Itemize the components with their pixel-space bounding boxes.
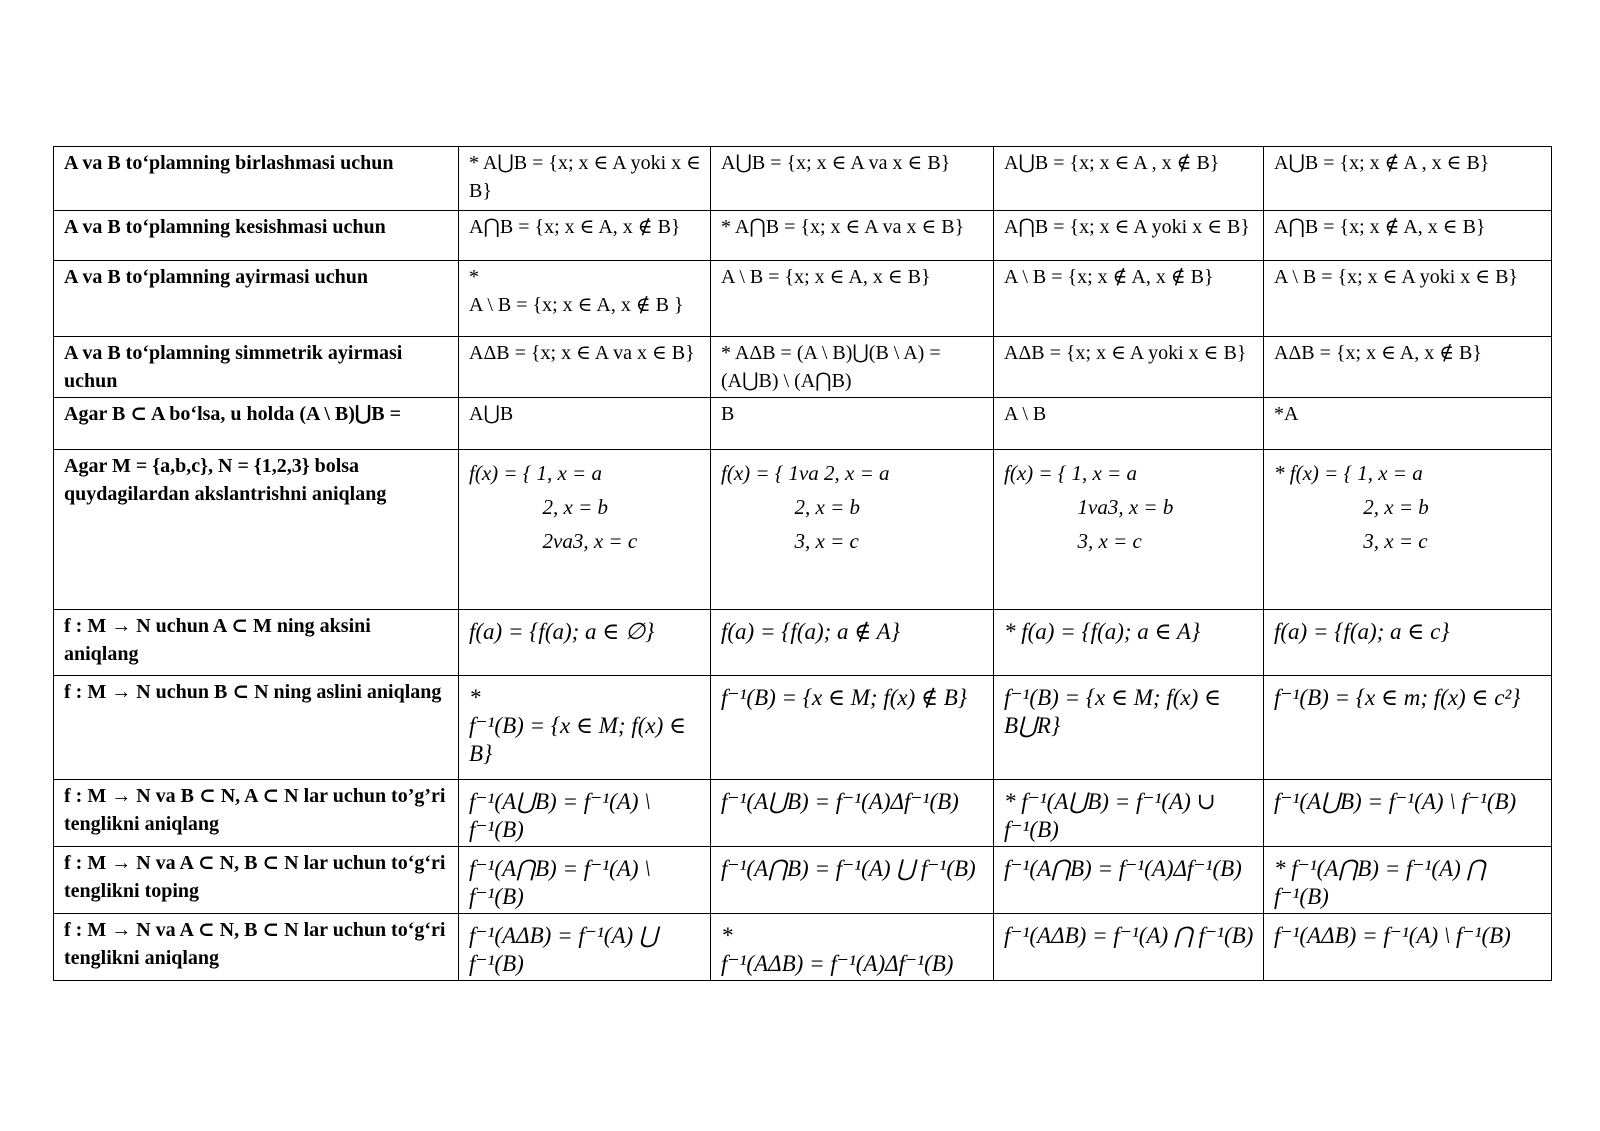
question-text: f : M → N uchun A ⊂ M ning aksini aniqlang [54, 610, 459, 676]
answer-option: A⋃B = {x; x ∈ A va x ∈ B} [711, 147, 994, 211]
answer-option: * f⁻¹(AΔB) = f⁻¹(A)Δf⁻¹(B) [711, 914, 994, 981]
answer-option: f(a) = {f(a); a ∈ c} [1264, 610, 1552, 676]
answer-option: f⁻¹(A⋂B) = f⁻¹(A)Δf⁻¹(B) [994, 847, 1264, 914]
question-text: f : M → N uchun B ⊂ N ning aslini aniqlang [54, 676, 459, 780]
answer-option: A \ B = {x; x ∉ A, x ∉ B} [994, 261, 1264, 337]
quiz-table-body [54, 147, 1552, 981]
answer-option: f(a) = {f(a); a ∈ ∅} [459, 610, 711, 676]
question-row [54, 261, 1552, 337]
answer-option: f⁻¹(A⋃B) = f⁻¹(A) \ f⁻¹(B) [1264, 780, 1552, 847]
answer-option: f⁻¹(AΔB) = f⁻¹(A) ⋃ f⁻¹(B) [459, 914, 711, 981]
answer-option: f⁻¹(A⋃B) = f⁻¹(A)Δf⁻¹(B) [711, 780, 994, 847]
answer-option: f⁻¹(AΔB) = f⁻¹(A) \ f⁻¹(B) [1264, 914, 1552, 981]
question-row [54, 337, 1552, 398]
question-text: A va B to‘plamning ayirmasi uchun [54, 261, 459, 337]
question-row [54, 610, 1552, 676]
answer-option: * f⁻¹(A⋂B) = f⁻¹(A) ⋂ f⁻¹(B) [1264, 847, 1552, 914]
answer-option: f⁻¹(A⋂B) = f⁻¹(A) ⋃ f⁻¹(B) [711, 847, 994, 914]
answer-option: f(x) = { 1va 2, x = a 2, x = b 3, x = c [711, 450, 994, 610]
question-text: Agar B ⊂ A bo‘lsa, u holda (A \ B)⋃B = [54, 398, 459, 450]
answer-option: * AΔB = (A \ B)⋃(B \ A) = (A⋃B) \ (A⋂B) [711, 337, 994, 398]
question-row [54, 450, 1552, 610]
question-row [54, 847, 1552, 914]
answer-option: A⋂B = {x; x ∈ A yoki x ∈ B} [994, 211, 1264, 261]
question-row [54, 914, 1552, 981]
answer-option: * f⁻¹(B) = {x ∈ M; f(x) ∈ B} [459, 676, 711, 780]
answer-option: *A [1264, 398, 1552, 450]
answer-option: A⋃B = {x; x ∈ A , x ∉ B} [994, 147, 1264, 211]
answer-option: A⋂B = {x; x ∈ A, x ∉ B} [459, 211, 711, 261]
quiz-table [53, 146, 1552, 981]
question-text: f : M → N va B ⊂ N, A ⊂ N lar uchun to’g’ri tenglikni aniqlang [54, 780, 459, 847]
answer-option: A⋃B = {x; x ∉ A , x ∈ B} [1264, 147, 1552, 211]
answer-option: f⁻¹(A⋂B) = f⁻¹(A) \ f⁻¹(B) [459, 847, 711, 914]
question-text: f : M → N va A ⊂ N, B ⊂ N lar uchun to‘g‘ri tenglikni aniqlang [54, 914, 459, 981]
answer-option: * A \ B = {x; x ∈ A, x ∉ B } [459, 261, 711, 337]
answer-option: B [711, 398, 994, 450]
answer-option: A⋂B = {x; x ∉ A, x ∈ B} [1264, 211, 1552, 261]
question-text: A va B to‘plamning birlashmasi uchun [54, 147, 459, 211]
answer-option: * f(x) = { 1, x = a 2, x = b 3, x = c [1264, 450, 1552, 610]
answer-option: f(x) = { 1, x = a 2, x = b 2va3, x = c [459, 450, 711, 610]
answer-option: * A⋂B = {x; x ∈ A va x ∈ B} [711, 211, 994, 261]
answer-option: f⁻¹(B) = {x ∈ m; f(x) ∈ c²} [1264, 676, 1552, 780]
question-row [54, 676, 1552, 780]
answer-option: * f⁻¹(A⋃B) = f⁻¹(A) ∪ f⁻¹(B) [994, 780, 1264, 847]
quiz-sheet [53, 146, 1551, 981]
answer-option: A \ B = {x; x ∈ A, x ∈ B} [711, 261, 994, 337]
answer-option: f(a) = {f(a); a ∉ A} [711, 610, 994, 676]
answer-option: AΔB = {x; x ∈ A va x ∈ B} [459, 337, 711, 398]
answer-option: f⁻¹(AΔB) = f⁻¹(A) ⋂ f⁻¹(B) [994, 914, 1264, 981]
answer-option: AΔB = {x; x ∈ A, x ∉ B} [1264, 337, 1552, 398]
answer-option: A⋃B [459, 398, 711, 450]
question-text: A va B to‘plamning kesishmasi uchun [54, 211, 459, 261]
answer-option: f⁻¹(B) = {x ∈ M; f(x) ∈ B⋃R} [994, 676, 1264, 780]
question-row [54, 398, 1552, 450]
question-text: f : M → N va A ⊂ N, B ⊂ N lar uchun to‘g‘ri tenglikni toping [54, 847, 459, 914]
answer-option: A \ B = {x; x ∈ A yoki x ∈ B} [1264, 261, 1552, 337]
answer-option: AΔB = {x; x ∈ A yoki x ∈ B} [994, 337, 1264, 398]
answer-option: A \ B [994, 398, 1264, 450]
question-row [54, 780, 1552, 847]
answer-option: * A⋃B = {x; x ∈ A yoki x ∈ B} [459, 147, 711, 211]
answer-option: f⁻¹(B) = {x ∈ M; f(x) ∉ B} [711, 676, 994, 780]
answer-option: f⁻¹(A⋃B) = f⁻¹(A) \ f⁻¹(B) [459, 780, 711, 847]
question-row [54, 211, 1552, 261]
answer-option: * f(a) = {f(a); a ∈ A} [994, 610, 1264, 676]
question-row [54, 147, 1552, 211]
answer-option: f(x) = { 1, x = a 1va3, x = b 3, x = c [994, 450, 1264, 610]
question-text: Agar M = {a,b,c}, N = {1,2,3} bolsa quydagilardan akslantrishni aniqlang [54, 450, 459, 610]
question-text: A va B to‘plamning simmetrik ayirmasi uchun [54, 337, 459, 398]
